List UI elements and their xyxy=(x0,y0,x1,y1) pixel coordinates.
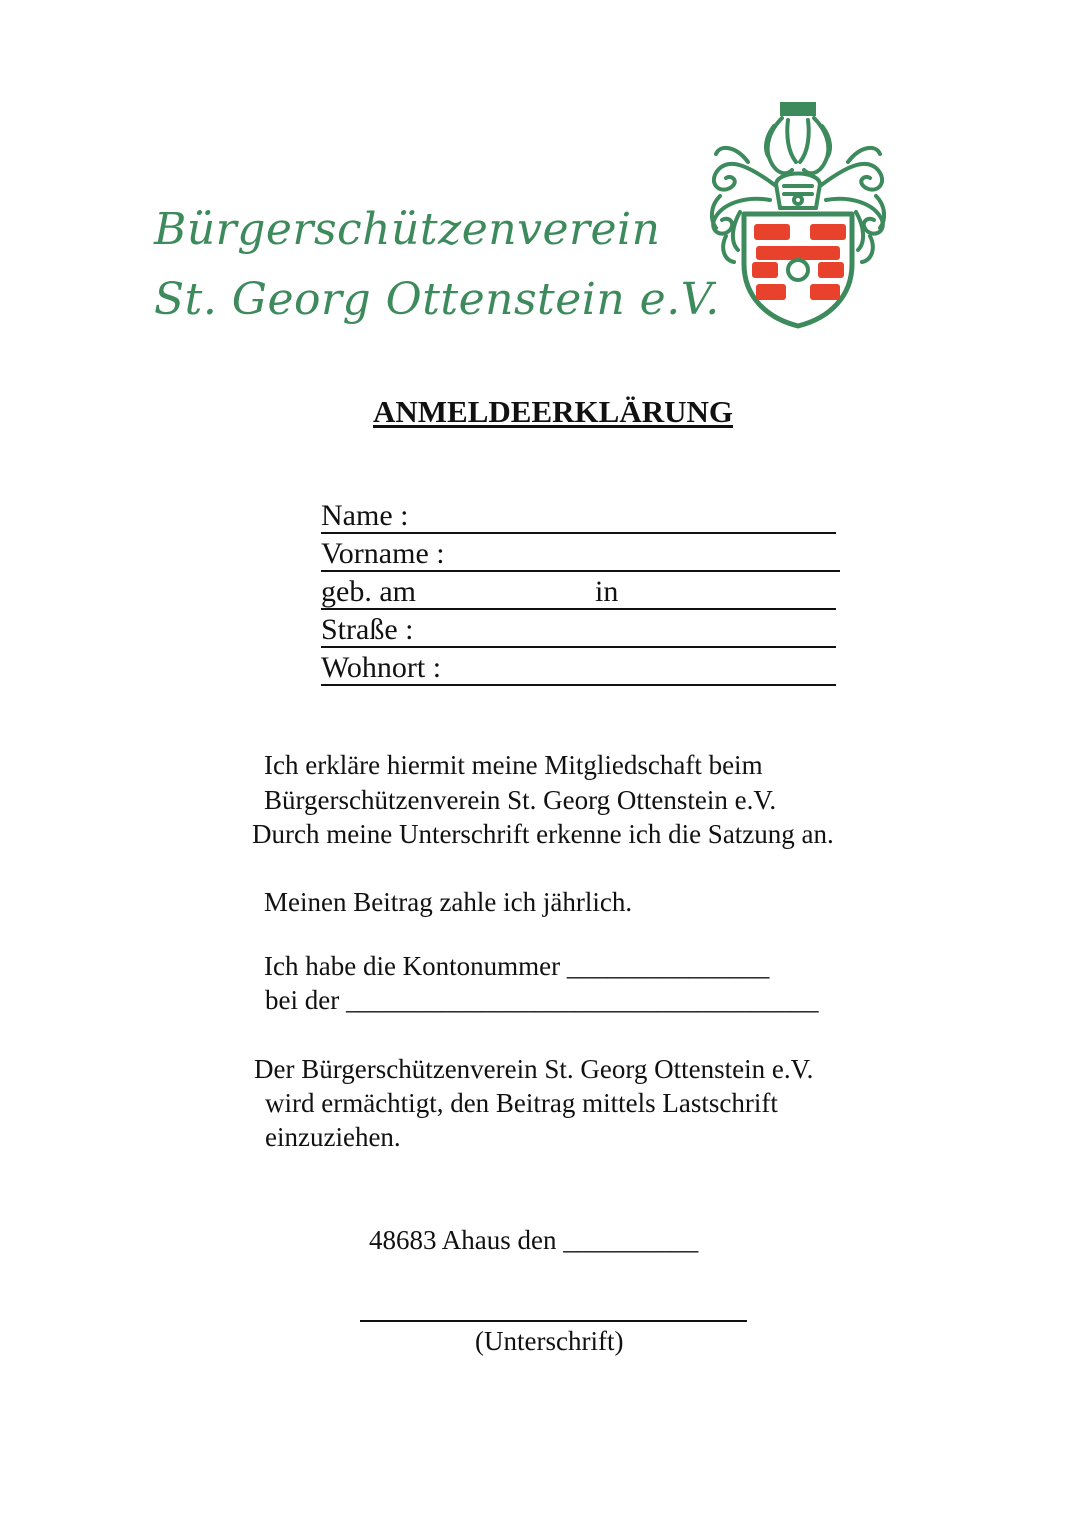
club-name-line-1: Bürgerschützenverein xyxy=(154,204,661,255)
page-title: ANMELDEERKLÄRUNG xyxy=(373,394,733,429)
street-label: Straße : xyxy=(321,613,414,646)
signature-caption: (Unterschrift) xyxy=(475,1326,624,1356)
name-label: Name : xyxy=(321,499,409,532)
birth-line xyxy=(321,608,836,610)
mandate-line-3: einzuziehen. xyxy=(265,1122,401,1152)
mandate-line-2: wird ermächtigt, den Beitrag mittels Lastschrift xyxy=(265,1088,778,1118)
birth-date-label: geb. am xyxy=(321,575,416,608)
club-name-line-2: St. Georg Ottenstein e.V. xyxy=(154,274,720,325)
declaration-line-2: Bürgerschützenverein St. Georg Ottenstein e.V. xyxy=(264,785,777,815)
name-line xyxy=(321,532,836,534)
contribution-text: Meinen Beitrag zahle ich jährlich. xyxy=(264,887,633,917)
birth-place-label: in xyxy=(595,575,619,608)
street-line xyxy=(321,646,836,648)
declaration-line-3: Durch meine Unterschrift erkenne ich die Satzung an. xyxy=(252,819,834,849)
coat-of-arms-icon xyxy=(700,96,896,330)
mandate-line-1: Der Bürgerschützenverein St. Georg Ottenstein e.V. xyxy=(254,1054,814,1084)
city-label: Wohnort : xyxy=(321,651,442,684)
account-number-line[interactable]: Ich habe die Kontonummer _______________ xyxy=(264,951,770,981)
bank-name-line[interactable]: bei der ___________________________________ xyxy=(265,985,819,1015)
signature-line[interactable] xyxy=(360,1320,747,1322)
place-date-line[interactable]: 48683 Ahaus den __________ xyxy=(369,1225,699,1255)
vorname-line xyxy=(321,570,840,572)
vorname-label: Vorname : xyxy=(321,537,445,570)
city-line xyxy=(321,684,836,686)
declaration-line-1: Ich erkläre hiermit meine Mitgliedschaft beim xyxy=(264,750,763,780)
